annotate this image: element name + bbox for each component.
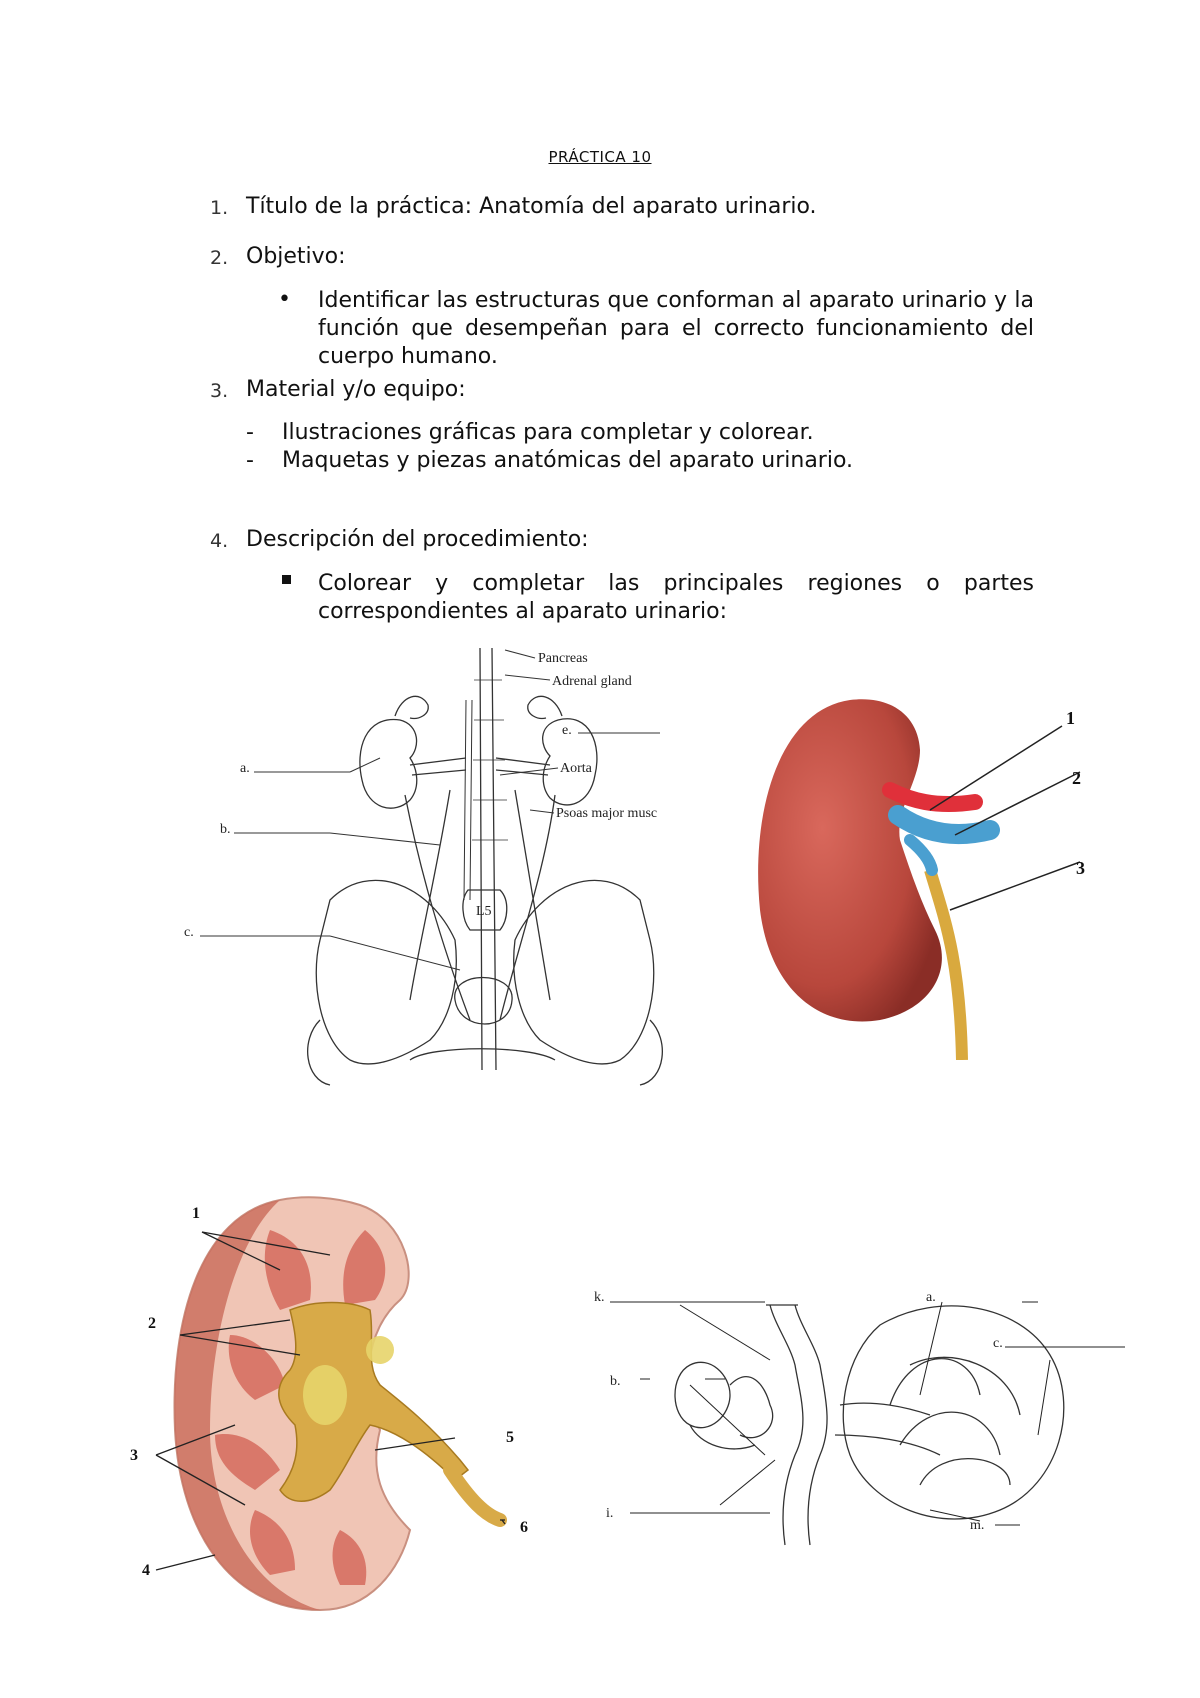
figure-kidney-section [130,1170,570,1630]
section-label-2: 2 [148,1315,156,1332]
right-adrenal [528,696,562,718]
objective-text: Identificar las estructuras que conforman al aparato urinario y la función que desempeñan para el correcto funcionamiento del cuerpo humano. [318,288,1034,369]
section-label-1: 1 [192,1205,200,1222]
renal-artery [890,790,975,804]
label-aorta: Aorta [560,761,592,776]
item-text-2: Objetivo: [246,244,346,269]
item-text-1: Título de la práctica: Anatomía del aparato urinario. [246,194,817,219]
material-text-2: Maquetas y piezas anatómicas del aparato urinario. [282,448,854,473]
kidney-label-2: 2 [1072,768,1081,788]
material-marker-1: - [246,420,254,445]
label-b: b. [220,822,231,837]
label-e: e. [562,723,572,738]
left-adrenal [395,696,428,718]
section-label-5: 5 [506,1429,514,1446]
figure-glomerulus-line-drawing [590,1285,1180,1555]
material-text-1: Ilustraciones gráficas para completar y colorear. [282,420,814,445]
nephron-label-k: k. [594,1290,605,1305]
nephron-label-b: b. [610,1374,621,1389]
section-label-4: 4 [142,1562,150,1579]
nephron-label-a: a. [926,1290,936,1305]
section-label-6: 6 [520,1519,528,1536]
label-l5: L5 [476,904,492,919]
label-adrenal-gland: Adrenal gland [552,674,632,689]
nephron-label-i: i. [606,1506,614,1521]
label-pancreas: Pancreas [538,651,588,666]
kidney-label-1: 1 [1066,708,1075,728]
left-ureter [405,795,470,1020]
square-bullet [282,575,291,584]
item-text-4: Descripción del procedimiento: [246,527,589,552]
nephron-label-m: m. [970,1518,985,1533]
figure-kidney-external [750,690,1090,1060]
item-text-3: Material y/o equipo: [246,377,466,402]
label-a: a. [240,761,250,776]
left-iliac [316,880,456,1064]
page-title: PRÁCTICA 10 [548,148,652,166]
item-number-1: 1. [210,197,229,219]
kidney-body [758,699,942,1021]
label-c: c. [184,925,194,940]
label-psoas: Psoas major musc [556,806,658,821]
nephron-label-c: c. [993,1336,1003,1351]
bullet-dot: • [278,287,291,312]
kidney-label-3: 3 [1076,858,1085,878]
figure-urinary-system-line-drawing [170,640,730,1090]
procedure-text: Colorear y completar las principales regiones o partes correspondientes al aparato urinario: [318,571,1034,624]
item-number-2: 2. [210,247,229,269]
section-label-3: 3 [130,1447,138,1464]
item-number-4: 4. [210,530,229,552]
material-marker-2: - [246,448,254,473]
item-number-3: 3. [210,380,229,402]
arteriole [770,1305,827,1545]
vertebral-column [480,648,496,1070]
